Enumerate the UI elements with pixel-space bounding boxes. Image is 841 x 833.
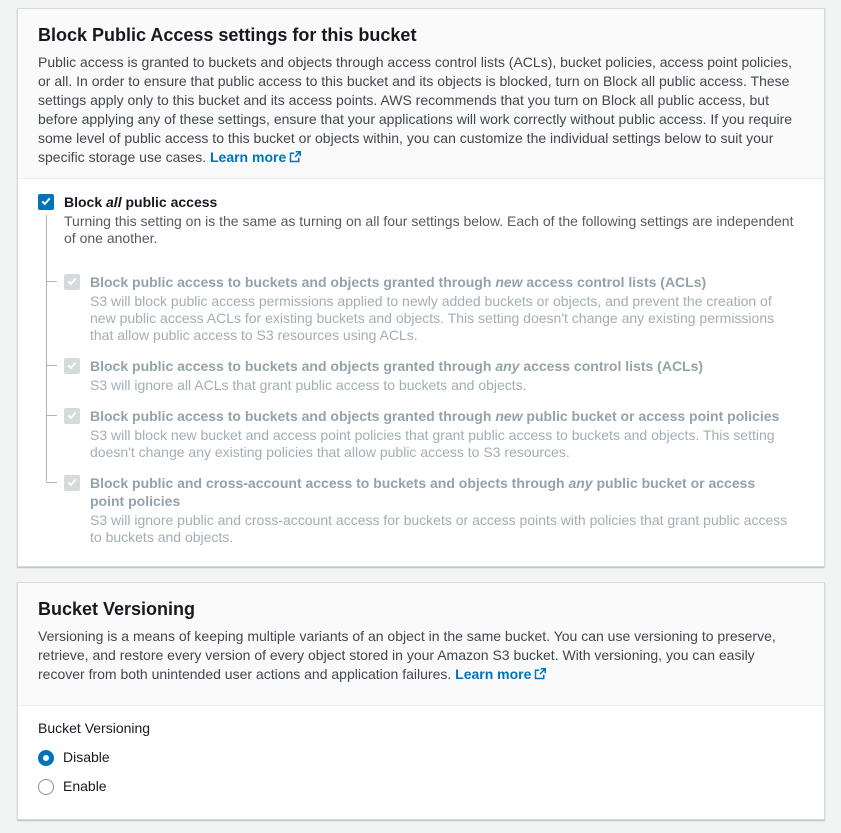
sub-setting-description: S3 will block public access permissions applied to newly added buckets or objects, and prevent the creation of new public access ACLs for existing buckets and objects. This setting doesn't change any existing permissions that allow public access to S3 resources using ACLs.	[90, 293, 775, 343]
learn-more-link[interactable]: Learn more	[210, 149, 301, 165]
check-icon	[66, 358, 78, 374]
versioning-enable-option[interactable]	[38, 778, 804, 795]
sub-setting-any-policies	[46, 474, 804, 546]
block-public-access-description: Public access is granted to buckets and objects through access control lists (ACLs), bucket policies, access point policies, or all. In order to ensure that public access to this bucket and its objects is blocked, turn on Block all public access. These settings apply only to this bucket and its access points. AWS recommends that you turn on Block all public access, but before applying any of these settings, ensure that your applications will work correctly without public access. If you require some level of public access to this bucket or objects within, you can customize the individual settings below to suit your specific storage use cases. Learn more	[38, 53, 804, 168]
versioning-disable-option[interactable]	[38, 749, 804, 766]
check-icon	[40, 194, 52, 210]
bucket-versioning-content	[18, 706, 824, 819]
sub-setting-description: S3 will ignore all ACLs that grant public access to buckets and objects.	[90, 377, 527, 393]
block-all-help-text: Turning this setting on is the same as turning on all four settings below. Each of the following settings are independent of one another.	[64, 213, 794, 246]
sub-setting-any-policies-checkbox[interactable]	[64, 475, 80, 491]
block-public-access-card	[17, 8, 825, 567]
block-public-access-sub-settings	[46, 213, 804, 546]
sub-setting-new-acls-checkbox[interactable]	[64, 274, 80, 290]
block-public-access-title: Block Public Access settings for this bucket	[38, 25, 417, 45]
external-link-icon	[534, 666, 546, 685]
sub-setting-any-acls	[46, 357, 804, 394]
sub-setting-title: Block public and cross-account access to buckets and objects through any public bucket or access point policies	[90, 475, 756, 509]
block-all-public-access-label: Block all public access	[64, 194, 218, 210]
block-public-access-content	[18, 179, 824, 566]
radio-unselected-icon[interactable]	[38, 779, 54, 795]
sub-setting-title: Block public access to buckets and objects granted through new public bucket or access point policies	[90, 408, 780, 424]
block-all-public-access-row	[38, 193, 804, 211]
versioning-disable-label: Disable	[63, 749, 110, 765]
external-link-icon	[289, 149, 301, 168]
bucket-versioning-header	[18, 583, 824, 706]
sub-setting-description: S3 will block new bucket and access point policies that grant public access to buckets and objects. This setting doesn't change any existing policies that allow public access to S3 resources.	[90, 427, 775, 460]
learn-more-link[interactable]: Learn more	[455, 666, 546, 682]
bucket-versioning-title: Bucket Versioning	[38, 599, 196, 619]
bucket-versioning-description: Versioning is a means of keeping multiple variants of an object in the same bucket. You can use versioning to preserve, retrieve, and restore every version of every object stored in your Amazon S3 bucket. With versioning, you can easily recover from both unintended user actions and application failures. Learn more	[38, 627, 804, 685]
versioning-enable-label: Enable	[63, 778, 107, 794]
sub-setting-description: S3 will ignore public and cross-account access for buckets or access points with policies that grant public access to buckets and objects.	[90, 512, 788, 545]
sub-setting-new-policies	[46, 407, 804, 461]
sub-setting-title: Block public access to buckets and objects granted through new access control lists (ACLs)	[90, 274, 707, 290]
check-icon	[66, 274, 78, 290]
block-public-access-header	[18, 9, 824, 179]
sub-setting-new-acls	[46, 273, 804, 344]
sub-setting-title: Block public access to buckets and objects granted through any access control lists (ACLs)	[90, 358, 704, 374]
bucket-versioning-card	[17, 582, 825, 820]
sub-setting-new-policies-checkbox[interactable]	[64, 408, 80, 424]
block-all-public-access-checkbox[interactable]	[38, 194, 54, 210]
sub-setting-any-acls-checkbox[interactable]	[64, 358, 80, 374]
radio-selected-icon[interactable]	[38, 750, 54, 766]
check-icon	[66, 475, 78, 491]
bucket-versioning-field-label: Bucket Versioning	[38, 720, 151, 736]
check-icon	[66, 408, 78, 424]
